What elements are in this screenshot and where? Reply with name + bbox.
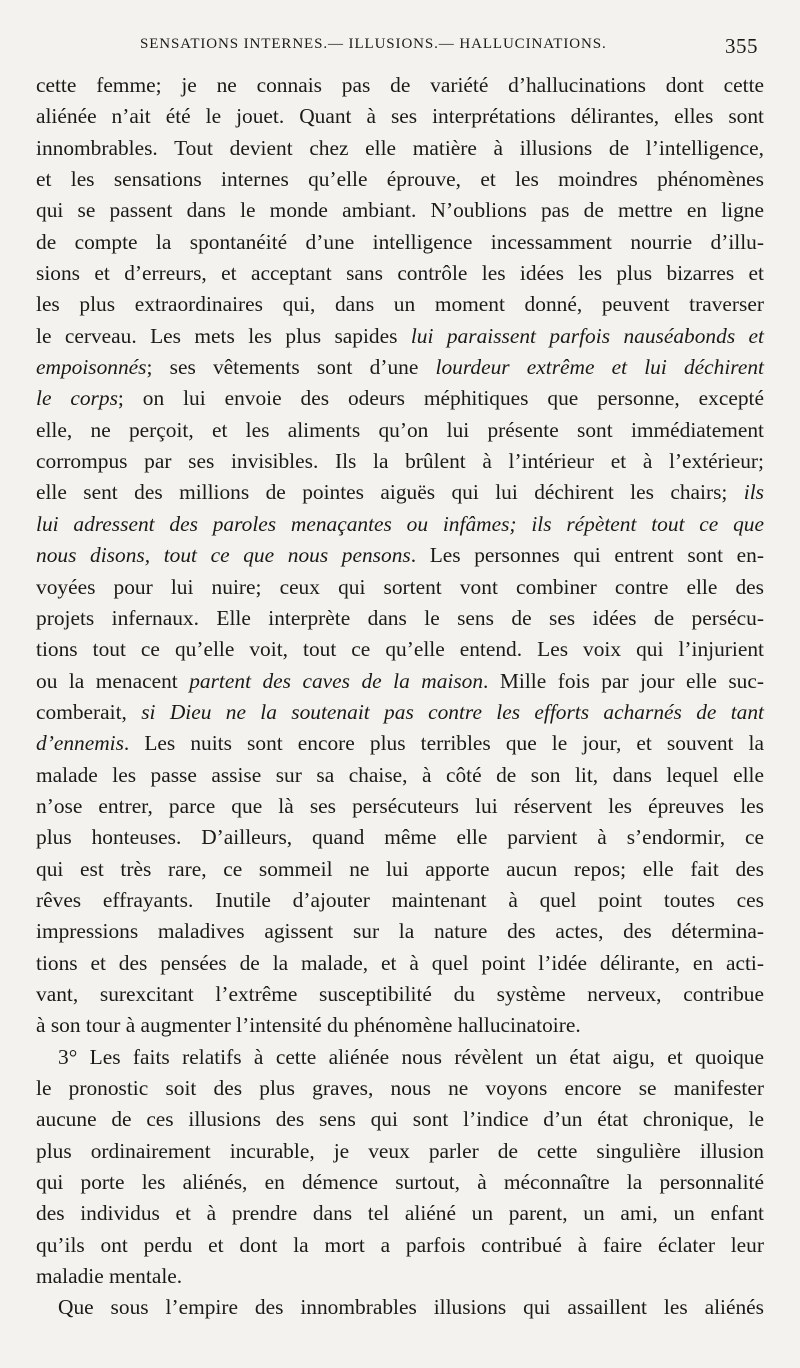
text-line: des individus et à prendre dans tel aliéné un parent, un ami, un enfant: [36, 1201, 764, 1226]
text-line: empoisonnés; ses vêtements sont d’une lourdeur extrême et lui déchirent: [36, 355, 764, 380]
italic-text: lui adressent des paroles menaçantes ou infâmes; ils répètent tout ce que: [36, 511, 764, 536]
text-line: tions et des pensées de la malade, et à quel point l’idée délirante, en acti-: [36, 950, 764, 975]
text-line: plus ordinairement incurable, je veux parler de cette singulière illusion: [36, 1138, 764, 1163]
text-line: à son tour à augmenter l’intensité du phénomène hallucinatoire.: [36, 1013, 581, 1038]
italic-text: empoisonnés: [36, 355, 147, 380]
text-line: projets infernaux. Elle interprète dans le sens de ses idées de persécu-: [36, 605, 764, 630]
text-line: sions et d’erreurs, et acceptant sans contrôle les idées les plus bizarres et: [36, 261, 764, 286]
text-line: ou la menacent partent des caves de la maison. Mille fois par jour elle suc-: [36, 668, 764, 693]
text-line: aucune de ces illusions des sens qui sont l’indice d’un état chronique, le: [36, 1107, 764, 1132]
text-line: le cerveau. Les mets les plus sapides lui paraissent parfois nauséabonds et: [36, 323, 764, 348]
italic-text: lourdeur extrême et lui déchirent: [435, 355, 764, 380]
italic-text: ils: [743, 480, 764, 505]
text-line: comberait, si Dieu ne la soutenait pas contre les efforts acharnés de tant: [36, 699, 764, 724]
text-line: corrompus par ses invisibles. Ils la brûlent à l’intérieur et à l’extérieur;: [36, 449, 764, 474]
text-line: plus honteuses. D’ailleurs, quand même elle parvient à s’endormir, ce: [36, 825, 764, 850]
text-line: et les sensations internes qu’elle éprouve, et les moindres phénomènes: [36, 167, 764, 192]
text-line: les plus extraordinaires qui, dans un moment donné, peuvent traverser: [36, 292, 764, 317]
italic-text: partent des caves de la maison: [189, 668, 484, 693]
text-line: 3° Les faits relatifs à cette aliénée nous révèlent un état aigu, et quoique: [58, 1044, 764, 1069]
text-line: qui est très rare, ce sommeil ne lui apporte aucun repos; elle fait des: [36, 856, 764, 881]
italic-text: lui paraissent parfois nauséabonds et: [410, 323, 764, 348]
text-line: Que sous l’empire des innombrables illusions qui assaillent les aliénés: [58, 1295, 764, 1320]
text-line: le corps; on lui envoie des odeurs méphitiques que personne, excepté: [36, 386, 764, 411]
running-head: SENSATIONS INTERNES.— ILLUSIONS.— HALLUCINATIONS.: [140, 36, 607, 52]
text-line: aliénée n’ait été le jouet. Quant à ses interprétations délirantes, elles sont: [36, 104, 764, 129]
text-line: rêves effrayants. Inutile d’ajouter maintenant à quel point toutes ces: [36, 887, 764, 912]
italic-text: le corps: [36, 386, 118, 411]
text-line: elle, ne perçoit, et les aliments qu’on lui présente sont immédiatement: [36, 417, 764, 442]
text-line: de compte la spontanéité d’une intelligence incessamment nourrie d’illu-: [36, 229, 764, 254]
italic-text: d’ennemis: [36, 731, 124, 756]
text-line: d’ennemis. Les nuits sont encore plus terribles que le jour, et souvent la: [36, 731, 764, 756]
text-line: [36, 509, 764, 540]
text-line: innombrables. Tout devient chez elle matière à illusions de l’intelligence,: [36, 135, 764, 160]
text-line: qu’ils ont perdu et dont la mort a parfois contribué à faire éclater leur: [36, 1232, 764, 1257]
text-line: voyées pour lui nuire; ceux qui sortent vont combiner contre elle des: [36, 574, 764, 599]
text-line: maladie mentale.: [36, 1264, 183, 1289]
page-number: 355: [725, 34, 758, 58]
text-line: le pronostic soit des plus graves, nous ne voyons encore se manifester: [36, 1076, 764, 1100]
text-line: qui porte les aliénés, en démence surtout, à méconnaître la personnalité: [36, 1170, 764, 1195]
text-line: qui se passent dans le monde ambiant. N’oublions pas de mettre en ligne: [36, 198, 764, 223]
text-line: tions tout ce qu’elle voit, tout ce qu’elle entend. Les voix qui l’injurient: [36, 637, 764, 662]
italic-text: si Dieu ne la soutenait pas contre les efforts acharnés de tant: [141, 699, 764, 724]
page-header: [36, 34, 764, 62]
text-line: cette femme; je ne connais pas de variété d’hallucinations dont cette: [36, 73, 764, 97]
body-text: [36, 70, 764, 1324]
text-line: vant, surexcitant l’extrême susceptibilité du système nerveux, contribue: [36, 981, 764, 1006]
text-line: n’ose entrer, parce que là ses persécuteurs lui réservent les épreuves les: [36, 793, 764, 818]
text-line: impressions maladives agissent sur la nature des actes, des détermina-: [36, 919, 764, 944]
text-line: nous disons, tout ce que nous pensons. Les personnes qui entrent sont en-: [36, 543, 764, 568]
text-line: malade les passe assise sur sa chaise, à côté de son lit, dans lequel elle: [36, 762, 764, 787]
text-line: elle sent des millions de pointes aiguës qui lui déchirent les chairs; ils: [36, 480, 764, 505]
italic-text: nous disons, tout ce que nous pensons: [36, 543, 411, 568]
